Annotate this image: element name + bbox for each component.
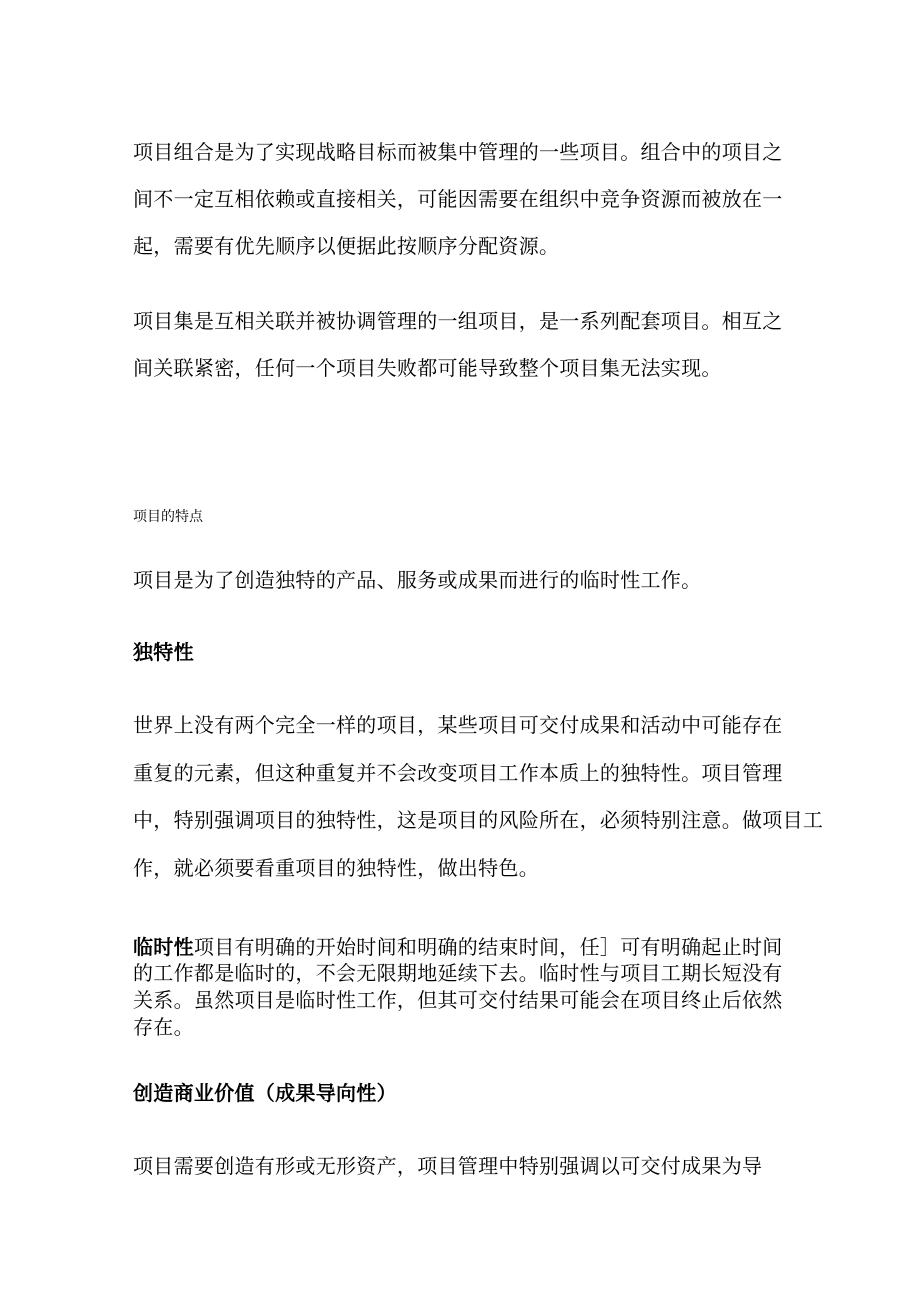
value-heading: 创造商业价值（成果导向性） [133,1081,397,1105]
uniqueness-paragraph-line-4: 作，就必须要看重项目的独特性，做出特色。 [133,856,539,880]
portfolio-paragraph-line-1: 项目组合是为了实现战略目标而被集中管理的一些项目。组合中的项目之 [133,140,783,164]
uniqueness-paragraph-line-1: 世界上没有两个完全一样的项目，某些项目可交付成果和活动中可能存在 [133,713,783,737]
temporary-paragraph-line-1 [133,935,783,959]
temporary-paragraph-line-3: 关系。虽然项目是临时性工作，但其可交付结果可能会在项目终止后依然 [133,988,783,1012]
features-heading: 项目的特点 [133,509,203,525]
uniqueness-paragraph-line-2: 重复的元素，但这种重复并不会改变项目工作本质上的独特性。项目管理 [133,761,783,785]
value-paragraph-line-1: 项目需要创造有形或无形资产，项目管理中特别强调以可交付成果为导 [133,1154,763,1178]
project-definition: 项目是为了创造独特的产品、服务或成果而进行的临时性工作。 [133,568,702,592]
temporary-paragraph-text-1: 项目有明确的开始时间和明确的结束时间，任］可有明确起止时间 [193,935,783,959]
program-paragraph-line-1: 项目集是互相关联并被协调管理的一组项目，是一系列配套项目。相互之 [133,309,783,333]
temporary-paragraph-line-4: 存在。 [133,1015,194,1039]
uniqueness-heading: 独特性 [133,640,194,664]
portfolio-paragraph-line-2: 间不一定互相依赖或直接相关，可能因需要在组织中竞争资源而被放在一 [133,187,783,211]
program-paragraph-line-2: 间关联紧密，任何一个项目失败都可能导致整个项目集无法实现。 [133,356,722,380]
portfolio-paragraph-line-3: 起，需要有优先顺序以便据此按顺序分配资源。 [133,234,560,258]
temporary-heading: 临时性 [133,935,194,959]
uniqueness-paragraph-line-3: 中，特别强调项目的独特性，这是项目的风险所在，必须特别注意。做项目工 [133,808,824,832]
temporary-paragraph-line-2: 的工作都是临时的，不会无限期地延续下去。临时性与项目工期长短没有 [133,961,783,985]
